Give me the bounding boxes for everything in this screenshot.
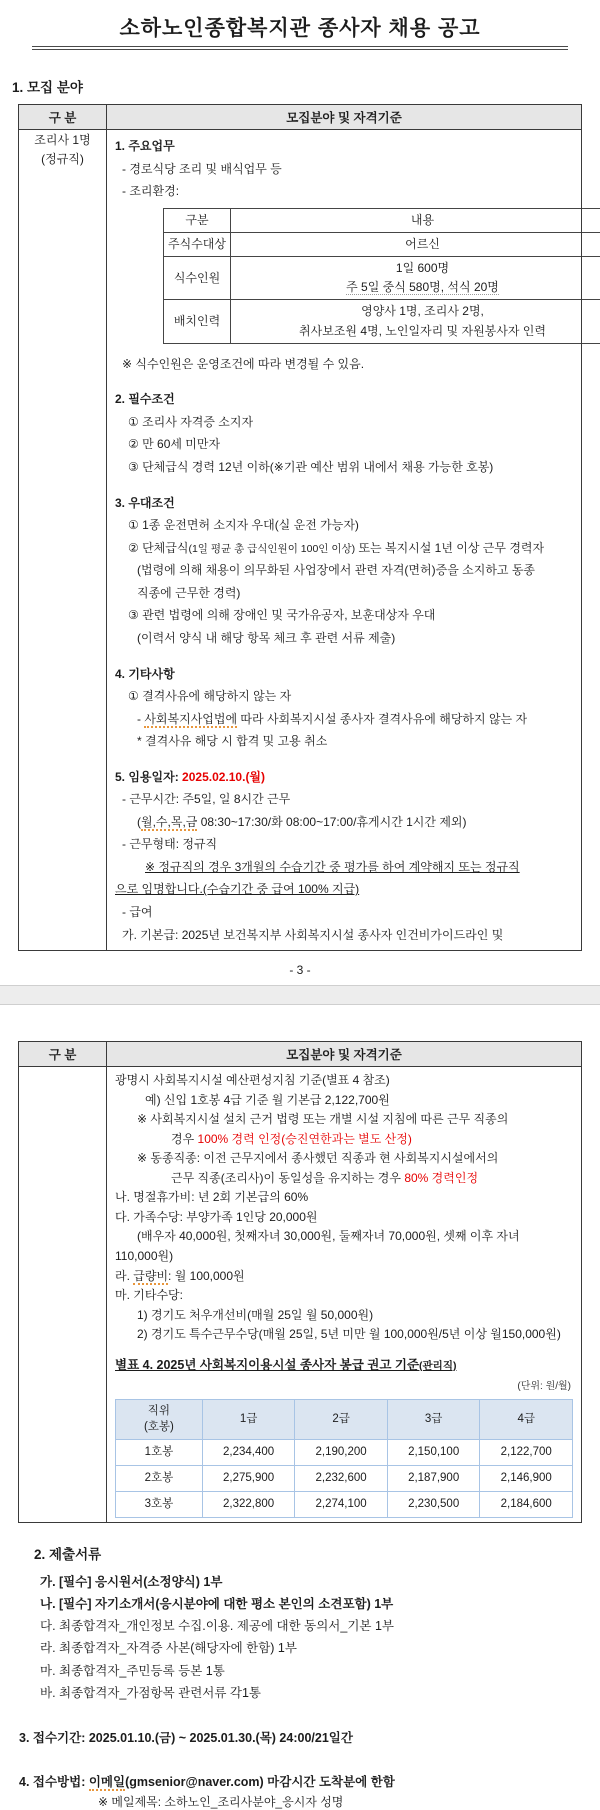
submit-doc-item: 가. [필수] 응시원서(소정양식) 1부 [40, 1571, 590, 1593]
submit-doc-item: 다. 최종합격자_개인정보 수집.이용. 제공에 대한 동의서_기본 1부 [40, 1615, 590, 1637]
duties-item: - 조리환경: [115, 180, 573, 203]
salary-table [115, 1399, 573, 1517]
env-value: 어르신 [231, 232, 600, 256]
salary-value: 2,146,900 [480, 1466, 573, 1492]
recruitment-table-header-row [19, 105, 582, 130]
required-heading: 2. 필수조건 [115, 388, 573, 411]
salary-value: 2,322,800 [202, 1491, 295, 1517]
salary-row [116, 1491, 573, 1517]
env-label: 배치인력 [164, 300, 231, 343]
salary-value: 2,274,100 [295, 1491, 388, 1517]
title-double-underline [32, 46, 568, 50]
salary-table-title: 별표 4. 2025년 사회복지이용시설 종사자 봉급 권고 기준(관리직) [115, 1355, 573, 1375]
submit-doc-item: 마. 최종합격자_주민등록 등본 1통 [40, 1660, 590, 1682]
salary-header-grade: 2급 [295, 1400, 388, 1440]
position-cell-empty [19, 1067, 107, 1523]
preferred-item: ② 단체급식(1일 평균 총 급식인원이 100인 이상) 또는 복지시설 1년 이상 근무 경력자 [115, 537, 573, 560]
application-period: 3. 접수기간: 2025.01.10.(금) ~ 2025.01.30.(목) 24:00/21일간 [19, 1728, 590, 1746]
salary-value: 2,150,100 [387, 1440, 480, 1466]
env-value-line: 취사보조원 4명, 노인일자리 및 자원봉사자 인력 [235, 322, 600, 341]
salary-row-label: 3호봉 [116, 1491, 203, 1517]
position-name: 조리사 1명 [20, 131, 105, 150]
preferred-item: ③ 관련 법령에 의해 장애인 및 국가유공자, 보훈대상자 우대 [115, 604, 573, 627]
recruitment-table-body-row [19, 1067, 582, 1523]
etc-subitem: * 결격사유 해당 시 합격 및 고용 취소 [115, 730, 573, 753]
env-header-content: 내용 [231, 208, 600, 232]
env-value [231, 300, 600, 343]
work-type: - 근무형태: 정규직 [115, 833, 573, 856]
pay-base: 가. 기본급: 2025년 보건복지부 사회복지시설 종사자 인건비가이드라인 및 [115, 924, 573, 947]
application-method: 4. 접수방법: 이메일(gmsenior@naver.com) 마감시간 도착분에 한함 [19, 1772, 590, 1790]
recruitment-table-continued [18, 1041, 582, 1523]
salary-header-grade: 3급 [387, 1400, 480, 1440]
salary-value: 2,275,900 [202, 1466, 295, 1492]
recruitment-table [18, 104, 582, 951]
env-label: 식수인원 [164, 257, 231, 300]
env-row-meals [164, 257, 600, 300]
env-note: ※ 식수인원은 운영조건에 따라 변경될 수 있음. [115, 353, 573, 376]
pay-detail-line: 다. 가족수당: 부양가족 1인당 20,000원 [115, 1208, 573, 1228]
pay-detail-line: 나. 명절휴가비: 년 2회 기본급의 60% [115, 1188, 573, 1208]
salary-value: 2,184,600 [480, 1491, 573, 1517]
salary-unit-label: (단위: 원/월) [115, 1379, 571, 1395]
cooking-env-table [163, 208, 600, 344]
pay-detail-line: 1) 경기도 처우개선비(매월 25일 월 50,000원) [115, 1306, 573, 1326]
submit-doc-item: 라. 최종합격자_자격증 사본(해당자에 한함) 1부 [40, 1637, 590, 1659]
salary-header-row [116, 1400, 573, 1440]
salary-value: 2,122,700 [480, 1440, 573, 1466]
required-item: ③ 단체급식 경력 12년 이하(※기관 예산 범위 내에서 채용 가능한 호봉) [115, 456, 573, 479]
salary-value: 2,232,600 [295, 1466, 388, 1492]
pay-detail-line: ※ 사회복지시설 설치 근거 법령 또는 개별 시설 지침에 따른 근무 직종의 [115, 1110, 573, 1130]
env-value-line: 영양사 1명, 조리사 2명, [235, 302, 600, 321]
document-page-4 [0, 1005, 600, 1810]
required-item: ① 조리사 자격증 소지자 [115, 411, 573, 434]
pay-detail-line: 라. 급량비: 월 100,000원 [115, 1267, 573, 1287]
salary-row [116, 1466, 573, 1492]
preferred-item-note: 직종에 근무한 경력) [115, 582, 573, 605]
pay-detail-line: ※ 동종직종: 이전 근무지에서 종사했던 직종과 현 사회복지시설에서의 [115, 1149, 573, 1169]
probation-note: 으로 임명합니다.(수습기간 중 급여 100% 지급) [115, 878, 573, 901]
recruitment-table-header-row [19, 1042, 582, 1067]
spacer [115, 479, 573, 492]
position-type: (정규직) [20, 150, 105, 169]
pay-label: - 급여 [115, 901, 573, 924]
salary-row-label: 2호봉 [116, 1466, 203, 1492]
salary-value: 2,187,900 [387, 1466, 480, 1492]
preferred-item-note: (이력서 양식 내 해당 항목 체크 후 관련 서류 제출) [115, 627, 573, 650]
required-item: ② 만 60세 미만자 [115, 433, 573, 456]
salary-row [116, 1440, 573, 1466]
env-value-line: 1일 600명 [235, 259, 600, 278]
work-hours-detail: (월,수,목,금 08:30~17:30/화 08:00~17:00/휴게시간 1시간 제외) [115, 811, 573, 834]
pay-detail-line: 광명시 사회복지시설 예산편성지침 기준(별표 4 참조) [115, 1071, 573, 1091]
env-row-staff [164, 300, 600, 343]
mail-subject-note: ※ 메일제목: 소하노인_조리사분야_응시자 성명 [98, 1793, 590, 1810]
header-cell-category: 구 분 [19, 105, 107, 130]
section1-heading: 1. 모집 분야 [12, 76, 590, 96]
etc-item: ① 결격사유에 해당하지 않는 자 [115, 685, 573, 708]
email-label: 이메일 [89, 1775, 125, 1791]
page-number: - 3 - [10, 963, 590, 985]
pay-detail-line: (배우자 40,000원, 첫째자녀 30,000원, 둘째자녀 70,000원, 셋째 이후 자녀 [115, 1227, 573, 1247]
etc-heading: 4. 기타사항 [115, 663, 573, 686]
etc-subitem: - 사회복지사업법에 따라 사회복지시설 종사자 결격사유에 해당하지 않는 자 [115, 708, 573, 731]
spacer [115, 375, 573, 388]
salary-value: 2,234,400 [202, 1440, 295, 1466]
duties-heading: 1. 주요업무 [115, 135, 573, 158]
appointment-date: 2025.02.10.(월) [182, 770, 265, 784]
work-hours: - 근무시간: 주5일, 일 8시간 근무 [115, 788, 573, 811]
probation-note: ※ 정규직의 경우 3개월의 수습기간 중 평가를 하여 계약해지 또는 정규직 [115, 856, 573, 879]
recruitment-table-body-row [19, 130, 582, 951]
pay-detail-line: 경우 100% 경력 인정(승진연한과는 별도 산정) [115, 1130, 573, 1150]
appointment-line: 5. 임용일자: 2025.02.10.(월) [115, 766, 573, 789]
submit-docs-heading: 2. 제출서류 [34, 1543, 590, 1563]
submit-doc-item: 나. [필수] 자기소개서(응시분야에 대한 평소 본인의 소견포함) 1부 [40, 1593, 590, 1615]
criteria-cell [107, 130, 582, 951]
pay-detail-line: 2) 경기도 특수근무수당(매월 25일, 5년 미만 월 100,000원/5년 이상 월150,000원) [115, 1325, 573, 1345]
header-cell-criteria: 모집분야 및 자격기준 [107, 105, 582, 130]
pay-detail-line: 마. 기타수당: [115, 1286, 573, 1306]
env-header-category: 구분 [164, 208, 231, 232]
env-header-row [164, 208, 600, 232]
submit-doc-item: 바. 최종합격자_가점항목 관련서류 각1통 [40, 1682, 590, 1704]
header-cell-category: 구 분 [19, 1042, 107, 1067]
salary-header-grade: 1급 [202, 1400, 295, 1440]
pay-detail-line: 110,000원) [115, 1247, 573, 1267]
preferred-item: ① 1종 운전면허 소지자 우대(실 운전 가능자) [115, 514, 573, 537]
position-cell [19, 130, 107, 951]
pay-detail-line: 근무 직종(조리사)이 동일성을 유지하는 경우 80% 경력인정 [115, 1169, 573, 1189]
salary-value: 2,190,200 [295, 1440, 388, 1466]
duties-item: - 경로식당 조리 및 배식업무 등 [115, 158, 573, 181]
env-label: 주식수대상 [164, 232, 231, 256]
env-value [231, 257, 600, 300]
criteria-cell-continued [107, 1067, 582, 1523]
pay-detail-line: 예) 신입 1호봉 4급 기준 월 기본급 2,122,700원 [115, 1091, 573, 1111]
spacer [115, 650, 573, 663]
preferred-item-note: (법령에 의해 채용이 의무화된 사업장에서 관련 자격(면허)증을 소지하고 동종 [115, 559, 573, 582]
salary-value: 2,230,500 [387, 1491, 480, 1517]
env-value-line: 주 5일 중식 580명, 석식 20명 [235, 278, 600, 297]
salary-header-position: 직위 (호봉) [116, 1400, 203, 1440]
page-separator [0, 985, 600, 1005]
env-row-target [164, 232, 600, 256]
spacer [115, 753, 573, 766]
page-title: 소하노인종합복지관 종사자 채용 공고 [10, 10, 590, 42]
preferred-heading: 3. 우대조건 [115, 492, 573, 515]
salary-row-label: 1호봉 [116, 1440, 203, 1466]
header-cell-criteria: 모집분야 및 자격기준 [107, 1042, 582, 1067]
salary-header-grade: 4급 [480, 1400, 573, 1440]
